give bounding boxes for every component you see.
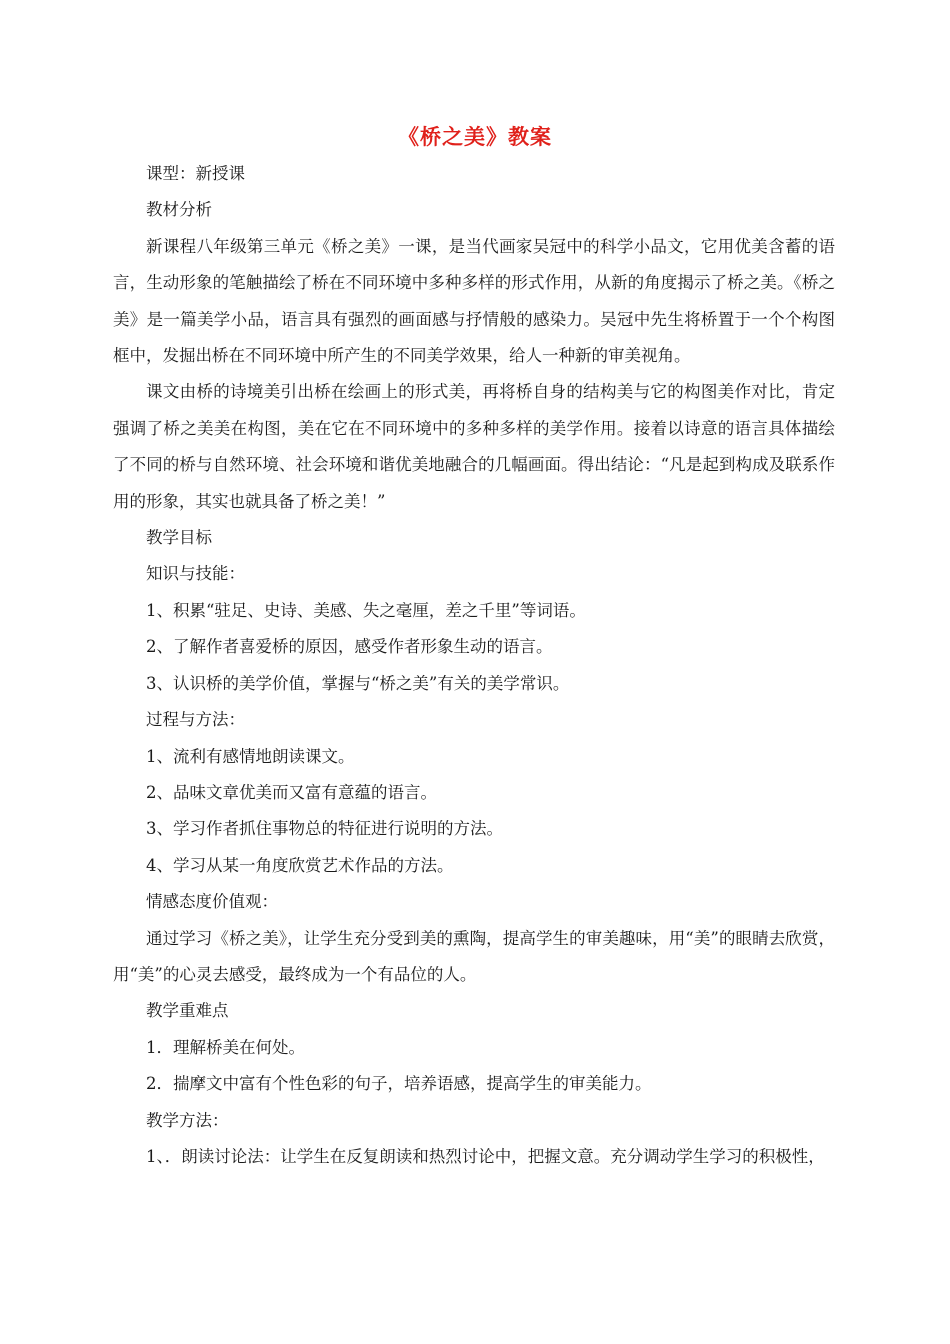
subheading-knowledge-skills: 知识与技能： xyxy=(146,564,245,584)
list-item-process-4: 4、学习从某一角度欣赏艺术作品的方法。 xyxy=(146,855,454,875)
paragraph-analysis-2: 课文由桥的诗境美引出桥在绘画上的形式美，再将桥自身的结构美与它的构图美作对比，肯定强调了桥之美美在构图，美在它在不同环境中的多种多样的美学作用。接着以诗意的语言具体描绘了不同的桥与自然环境、社会环境和谐优美地融合的几幅画面。得出结论：“凡是起到构成及联系作用的形象，其实也就具备了桥之美！” xyxy=(113,382,835,511)
paragraph-analysis-1: 新课程八年级第三单元《桥之美》一课，是当代画家吴冠中的科学小品文，它用优美含蓄的语言，生动形象的笔触描绘了桥在不同环境中多种多样的形式作用，从新的角度揭示了桥之美。《桥之美》是一篇美学小品，语言具有强烈的画面感与抒情般的感染力。吴冠中先生将桥置于一个个构图框中，发掘出桥在不同环境中所产生的不同美学效果，给人一种新的审美视角。 xyxy=(113,236,835,366)
list-item-process-2: 2、品味文章优美而又富有意蕴的语言。 xyxy=(146,782,437,802)
subheading-emotion-values: 情感态度价值观： xyxy=(146,892,278,912)
list-item-knowledge-3: 3、认识桥的美学价值，掌握与“桥之美”有关的美学常识。 xyxy=(146,673,570,693)
list-item-difficulty-1: 1．理解桥美在何处。 xyxy=(146,1037,305,1057)
paragraph-lesson-type: 课型：新授课 xyxy=(146,164,245,183)
list-item-difficulty-2: 2．揣摩文中富有个性色彩的句子，培养语感，提高学生的审美能力。 xyxy=(146,1074,652,1094)
document-body xyxy=(113,156,835,1175)
document-title: 《桥之美》教案 xyxy=(398,124,552,149)
list-item-method-1: 1、．朗读讨论法：让学生在反复朗读和热烈讨论中，把握文意。充分调动学生学习的积极性， xyxy=(146,1146,825,1166)
list-item-process-3: 3、学习作者抓住事物总的特征进行说明的方法。 xyxy=(146,819,503,839)
list-item-process-1: 1、流利有感情地朗读课文。 xyxy=(146,746,355,766)
heading-key-difficulties: 教学重难点 xyxy=(146,1001,229,1021)
heading-material-analysis: 教材分析 xyxy=(146,200,212,220)
subheading-process-methods: 过程与方法： xyxy=(146,710,245,730)
paragraph-emotion-values: 通过学习《桥之美》，让学生充分受到美的熏陶，提高学生的审美趣味，用“美”的眼睛去欣赏，用“美”的心灵去感受，最终成为一个有品位的人。 xyxy=(113,928,835,984)
list-item-knowledge-1: 1、积累“驻足、史诗、美感、失之毫厘，差之千里”等词语。 xyxy=(146,600,586,620)
heading-teaching-goals: 教学目标 xyxy=(146,528,212,548)
heading-teaching-methods: 教学方法： xyxy=(146,1110,229,1130)
list-item-knowledge-2: 2、了解作者喜爱桥的原因，感受作者形象生动的语言。 xyxy=(146,637,553,657)
